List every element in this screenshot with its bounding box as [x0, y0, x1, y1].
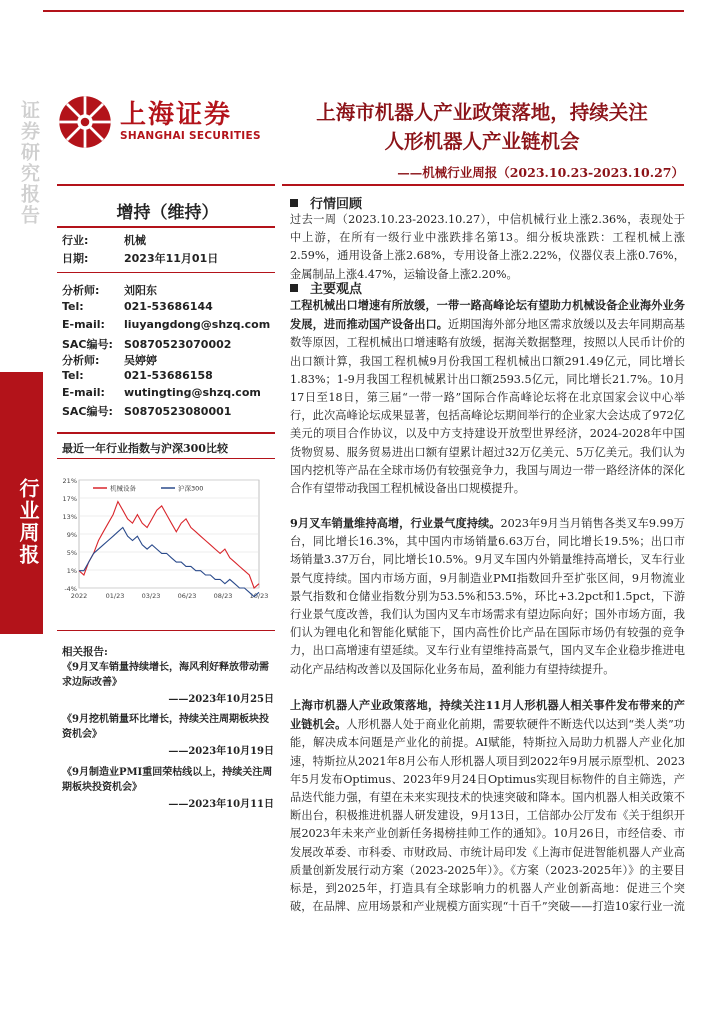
- chart-title-rule: [57, 458, 275, 459]
- view-paragraph-3: [290, 696, 685, 916]
- title-line-1: 上海市机器人产业政策落地，持续关注: [316, 101, 648, 124]
- analyst-row: [62, 318, 270, 331]
- related-report[interactable]: 《9月制造业PMI重回荣枯线以上，持续关注周期板块投资机会》: [62, 767, 273, 793]
- analyst-value[interactable]: liuyangdong@shzq.com: [124, 318, 271, 331]
- paragraph-lead: 9月叉车销量维持高增，行业景气度持续。: [290, 516, 501, 530]
- x-tick-label: 06/23: [177, 592, 197, 600]
- analyst-value: 刘阳东: [124, 284, 157, 297]
- side-label-report: 证券研究报告: [18, 100, 40, 226]
- report-subtitle: ——机械行业周报（2023.10.23-2023.10.27）: [397, 165, 684, 180]
- related-report[interactable]: 《9月叉车销量持续增长，海风利好释放带动需求边际改善》: [62, 662, 269, 688]
- analyst-row: [62, 300, 213, 313]
- view-paragraph-1: [290, 296, 685, 498]
- logo-cn: 上海证券: [120, 100, 233, 130]
- analyst-key: 分析师:: [62, 284, 100, 297]
- y-tick-label: 21%: [62, 477, 77, 485]
- meta-value: 机械: [124, 234, 146, 247]
- legend-label: 沪深300: [178, 484, 204, 493]
- related-title: 相关报告:: [62, 646, 108, 658]
- y-tick-label: 5%: [66, 549, 77, 557]
- analyst-value: S0870523070002: [124, 338, 232, 351]
- meta-rule: [57, 272, 275, 273]
- analyst-key: Tel:: [62, 369, 84, 382]
- top-rule: [43, 10, 684, 12]
- analyst-value[interactable]: wutingting@shzq.com: [124, 386, 261, 399]
- meta-key: 行业:: [62, 234, 89, 247]
- analyst-value: 吴婷婷: [124, 354, 157, 367]
- y-tick-label: 13%: [62, 513, 77, 521]
- meta-industry: [62, 232, 146, 248]
- rating-rule: [57, 226, 275, 228]
- y-tick-label: -4%: [64, 585, 77, 593]
- paragraph-body: 近期国海外部分地区需求放缓以及去年同期高基数等原因，工程机械出口增速略有放缓，据海关数据整理，按照以人民币计价的出口额计算，我国工程机械9月份我国工程机械出口额291.49亿元，同比增长1.83%；1-9月我国工程机械累计出口额2593.5亿元，同比增长21.7%。10月17日至18日，第三届“一带一路”国际合作高峰论坛将在北京国家会议中心举行，此次高峰论坛成果显著，包括高峰论坛期间举行的企业家大会达成了972亿美元的项目合作协议，以及中方支持建设开放型世界经济，2024-2028年中国货物贸易、服务贸易进出口额有望累计超过32万亿美元、5万亿美元。我们认为国内挖机等产品在全球市场仍有较强竞争力，我国与周边一带一路经济体的深化合作有望带动我国工程机械设备出口规模提升。: [290, 318, 685, 496]
- related-report[interactable]: 《9月挖机销量环比增长，持续关注周期板块投资机会》: [62, 714, 269, 740]
- view-paragraph-2: [290, 514, 685, 679]
- series-line-1: [79, 528, 259, 597]
- section-title: 主要观点: [310, 282, 363, 297]
- chart-title: 最近一年行业指数与沪深300比较: [62, 442, 228, 455]
- y-tick-label: 9%: [66, 531, 77, 539]
- side-strip-bottom: [0, 634, 43, 1024]
- x-tick-label: 03/23: [141, 592, 161, 600]
- legend-label: 机械设备: [110, 484, 136, 493]
- title-rule: [282, 184, 684, 186]
- market-paragraph: 过去一周（2023.10.23-2023.10.27），中信机械行业上涨2.36%，表现处于中上游，在所有一级行业中涨跌排名第13。细分板块涨跌：工程机械上涨2.59%，通用设备上涨2.68%，专用设备上涨2.22%，仪器仪表上涨0.76%，金属制品上涨4.47%，运输设备上涨2.20%。: [290, 213, 685, 281]
- chart-bottom-rule: [57, 630, 275, 631]
- meta-value: 2023年11月01日: [124, 252, 219, 265]
- x-tick-label: 08/23: [213, 592, 233, 600]
- y-tick-label: 17%: [62, 495, 77, 503]
- paragraph-body: 人形机器人处于商业化前期，需要软硬件不断迭代以达到“类人类”功能，解决成本问题是产业化的前提。AI赋能，特斯拉入局助力机器人产业化加速，特斯拉从2021年8月公布人形机器人项目到2022年9月展示原型机、2023年5月发布Optimus、2023年9月24日Optimus实现目标物件的自主筛选，产品迭代能力强，有望在未来实现技术的快速突破和降本。国内机器人相关政策不断出台，积极推进机器人研发建设，9月13日，工信部办公厅发布《关于组织开展2023年未来产业创新任务揭榜挂帅工作的通知》。10月26日，市经信委、市发展改革委、市科委、市财政局、市统计局印发《上海市促进智能机器人产业高质量创新发展行动方案（2023-2025年）》。《方案（2023-2025年）》的主要目标是，到2025年，打造具有全球影响力的机器人产业创新高地：促进三个突破，在品牌、应用场景和产业规模方面实现“十百千”突破——打造10家行业一流: [290, 718, 685, 914]
- section-market-heading: [290, 193, 362, 212]
- rating: 增持（维持）: [116, 203, 219, 223]
- analyst-row: [62, 282, 157, 298]
- title-line-2: 人形机器人产业链机会: [384, 130, 580, 153]
- related-date: ——2023年10月25日: [168, 694, 274, 705]
- related-date: ——2023年10月11日: [168, 799, 274, 810]
- company-logo-text: [120, 100, 261, 142]
- index-comparison-chart: [57, 460, 271, 606]
- analyst-value: S0870523080001: [124, 405, 232, 418]
- analyst-key: Tel:: [62, 300, 84, 313]
- analyst-key: E-mail:: [62, 386, 105, 399]
- paragraph-body: 2023年9月当月销售各类叉车9.99万台，同比增长16.3%，其中国内市场销量6.63万台，同比增长19.5%；出口市场销量3.37万台，同比增长10.5%。9月叉车国内外销量维持高增长，叉车行业景气度持续。国内市场方面，9月制造业PMI指数回升至扩张区间，9月物流业景气指数和仓储业指数分别为53.5%和53.5%，环比+3.2pct和1.5pct，下游行业景气度改善，我们认为国内叉车市场需求有望边际向好；国外市场方面，我们认为锂电化和智能化赋能下，国内高性价比产品在国际市场仍有较强的竞争力，出口高增速有望延续。叉车行业有望维持高景气，国内叉车企业稳步推进电动化产品结构改善以及国际化业务布局，盈利能力有望持续提升。: [290, 517, 685, 676]
- x-tick-label: 10/23: [249, 592, 269, 600]
- left-top-rule: [57, 184, 275, 186]
- meta-date: [62, 250, 218, 266]
- paragraph-lead: 工程机械出口增速有所放缓，一带一路高峰论坛有望助力机械设备企业海外业务发展，进而推动国产设备出口。: [290, 298, 685, 332]
- chart-top-rule: [57, 432, 275, 434]
- analyst-key: 分析师:: [62, 354, 100, 367]
- analyst-value: 021-53686158: [124, 369, 213, 382]
- analyst-row: [62, 369, 213, 382]
- y-tick-label: 1%: [66, 567, 77, 575]
- company-logo-icon: [55, 92, 115, 152]
- side-label-section: 行业周报: [16, 478, 40, 566]
- x-tick-label: 2022: [70, 592, 88, 600]
- logo-en: SHANGHAI SECURITIES: [120, 130, 261, 142]
- section-title: 行情回顾: [310, 197, 363, 212]
- analyst-key: SAC编号:: [62, 405, 113, 418]
- analyst-value: 021-53686144: [124, 300, 213, 313]
- x-tick-label: 01/23: [105, 592, 125, 600]
- analyst-key: E-mail:: [62, 318, 105, 331]
- bullet-square-icon: [290, 284, 298, 292]
- related-date: ——2023年10月19日: [168, 746, 274, 757]
- analyst-row: [62, 336, 231, 352]
- analyst-key: SAC编号:: [62, 338, 113, 351]
- paragraph-lead: 上海市机器人产业政策落地，持续关注11月人形机器人相关事件发布带来的产业链机会。: [290, 698, 685, 732]
- report-title: [282, 98, 682, 156]
- section-view-heading: [290, 278, 362, 297]
- analyst-row: [62, 403, 231, 419]
- bullet-square-icon: [290, 199, 298, 207]
- series-line-0: [79, 502, 259, 588]
- meta-key: 日期:: [62, 252, 89, 265]
- analyst-row: [62, 386, 261, 399]
- analyst-row: [62, 352, 157, 368]
